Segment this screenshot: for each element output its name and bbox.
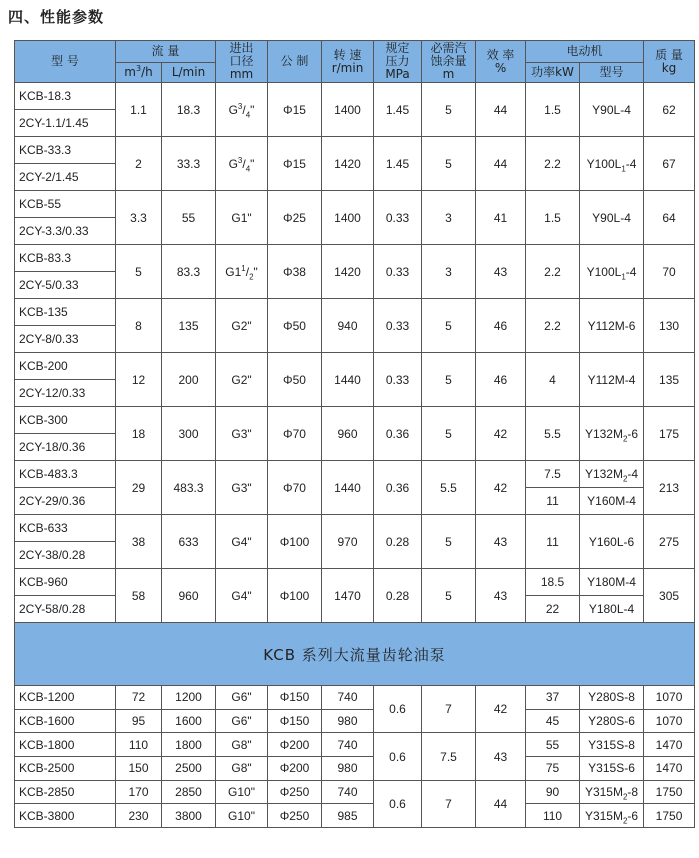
header-motor-model: 型号: [580, 63, 644, 83]
header-flow-m3h: $m^3/h$: [116, 63, 162, 83]
header-efficiency: 效 率 %: [476, 41, 526, 83]
table-row: KCB-1200 72 1200 G6" Φ150 740 0.6 7 42 37 Y280S-8 1070: [15, 686, 695, 710]
table-row: KCB-18.3 1.1 18.3 $G^3/_4$" Φ15 1400 1.45 5 44 1.5 Y90L-4 62: [15, 83, 695, 110]
header-nominal: 公 制: [268, 41, 322, 83]
table-row: KCB-633 38 633 G4" Φ100 970 0.28 5 43 11 Y160L-6 275: [15, 515, 695, 542]
header-pressure: 规定 压力 MPa: [374, 41, 422, 83]
table-row: KCB-1800 110 1800 G8" Φ200 740 0.6 7.5 43 55 Y315S-8 1470: [15, 733, 695, 757]
header-motor: 电动机: [526, 41, 644, 63]
table-row: 2CY-29/0.36 11 Y160M-4: [15, 488, 695, 515]
table-row: 2CY-38/0.28: [15, 542, 695, 569]
spec-table: [14, 40, 695, 828]
header-mass: 质 量 kg: [644, 41, 695, 83]
table-row: 2CY-18/0.36: [15, 434, 695, 461]
table-row: KCB-483.3 29 483.3 G3" Φ70 1440 0.36 5.5 42 7.5 $Y132M_2-4$ 213: [15, 461, 695, 488]
header-flow: 流 量: [116, 41, 216, 63]
header-speed: 转 速 r/min: [322, 41, 374, 83]
section-band: [15, 623, 695, 686]
table-row: KCB-135 8 135 G2" Φ50 940 0.33 5 46 2.2 Y112M-6 130: [15, 299, 695, 326]
header-model: 型 号: [15, 41, 116, 83]
table-row: KCB-83.3 5 83.3 $G1^1/_2$" Φ38 1420 0.33 3 43 2.2 $Y100L_1-4$ 70: [15, 245, 695, 272]
section-band-title: KCB 系列大流量齿轮油泵: [15, 623, 695, 686]
table-header: [15, 41, 695, 83]
table-row: KCB-3800 230 3800 G10" Φ250 985 110 $Y315M_2-6$ 1750: [15, 804, 695, 828]
header-port: 进出 口径 mm: [216, 41, 268, 83]
table-row: KCB-2850 170 2850 G10" Φ250 740 0.6 7 44 90 $Y315M_2-8$ 1750: [15, 780, 695, 804]
table-row: 2CY-5/0.33: [15, 272, 695, 299]
header-npsh: 必需汽 蚀余量 m: [422, 41, 476, 83]
table-body: [15, 83, 695, 828]
table-row: KCB-960 58 960 G4" Φ100 1470 0.28 5 43 18.5 Y180M-4 305: [15, 569, 695, 596]
table-row: KCB-1600 95 1600 G6" Φ150 980 45 Y280S-6 1070: [15, 709, 695, 733]
table-row: KCB-33.3 2 33.3 $G^3/_4$" Φ15 1420 1.45 5 44 2.2 $Y100L_1-4$ 67: [15, 137, 695, 164]
table-row: 2CY-3.3/0.33: [15, 218, 695, 245]
header-motor-power: 功率kW: [526, 63, 580, 83]
table-row: 2CY-58/0.28 22 Y180L-4: [15, 596, 695, 623]
model-cell: KCB-18.3: [15, 83, 116, 110]
header-flow-lmin: L/min: [162, 63, 216, 83]
table-row: KCB-200 12 200 G2" Φ50 1440 0.33 5 46 4 Y112M-4 135: [15, 353, 695, 380]
table-row: KCB-300 18 300 G3" Φ70 960 0.36 5 42 5.5 $Y132M_2-6$ 175: [15, 407, 695, 434]
table-row: 2CY-2/1.45: [15, 164, 695, 191]
table-row: 2CY-8/0.33: [15, 326, 695, 353]
table-row: 2CY-12/0.33: [15, 380, 695, 407]
model-cell: 2CY-1.1/1.45: [15, 110, 116, 137]
section-heading: 四、性能参数: [8, 8, 105, 26]
table-row: KCB-2500 150 2500 G8" Φ200 980 75 Y315S-6 1470: [15, 757, 695, 781]
table-row: KCB-55 3.3 55 G1" Φ25 1400 0.33 3 41 1.5 Y90L-4 64: [15, 191, 695, 218]
